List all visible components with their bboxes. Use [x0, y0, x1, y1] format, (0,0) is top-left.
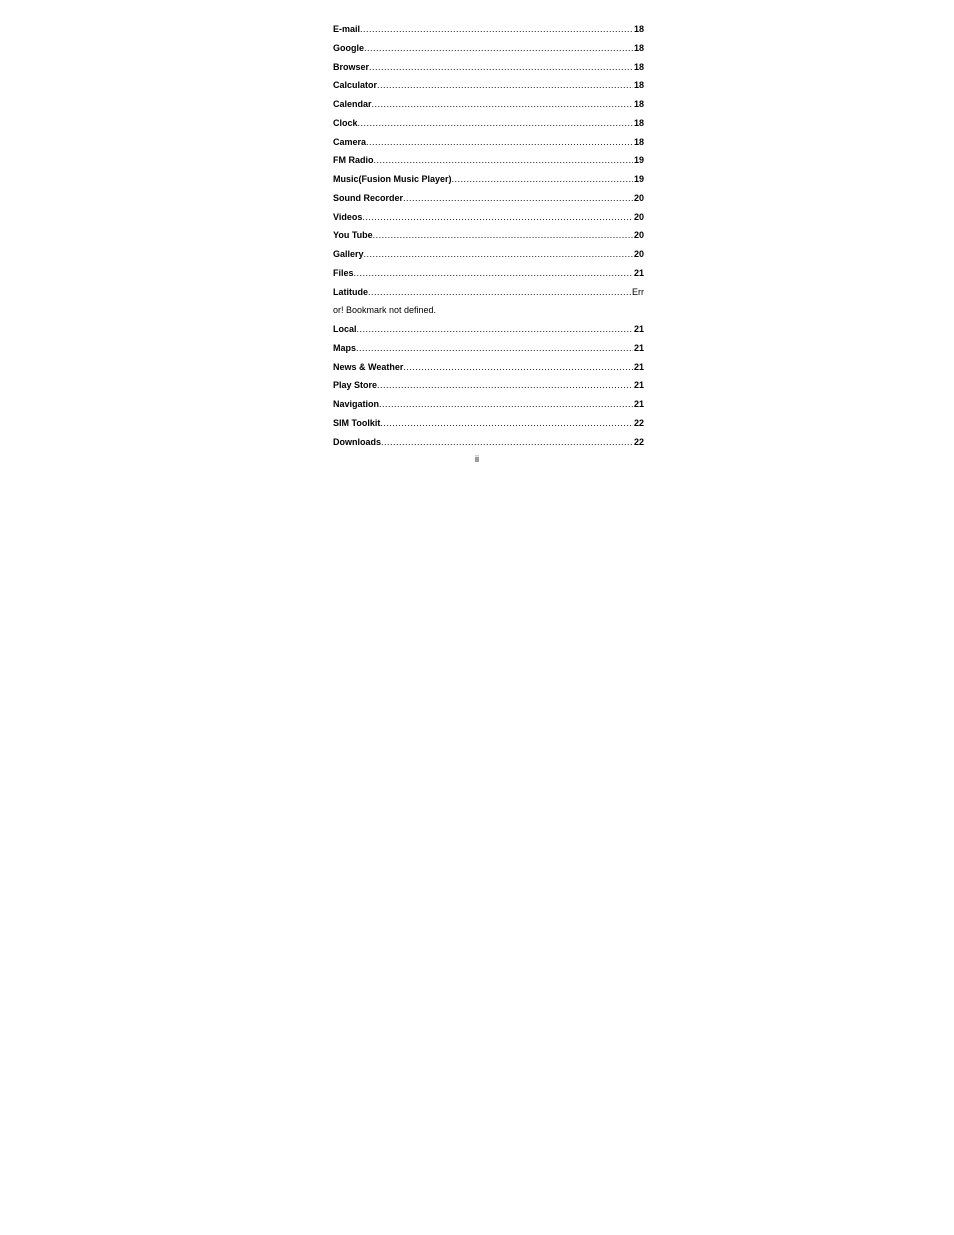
toc-dot-leader [368, 283, 631, 302]
toc-dot-leader [403, 358, 633, 377]
toc-entry-title: Files [333, 267, 354, 278]
toc-entry-title: Calculator [333, 80, 378, 91]
toc-entry-title: Downloads [333, 436, 382, 447]
toc-entry-page: 19 [633, 155, 644, 166]
toc-entry-title: Browser [333, 61, 370, 72]
toc-entry-sound-recorder[interactable] [333, 189, 644, 208]
toc-entry-title: Music(Fusion Music Player) [333, 174, 452, 184]
toc-entry-videos[interactable] [333, 208, 644, 227]
toc-entry-news-weather[interactable] [333, 358, 644, 377]
toc-entry-title: News & Weather [333, 361, 404, 372]
toc-dot-leader [358, 114, 633, 133]
toc-dot-leader [354, 264, 633, 283]
bookmark-error-text: or! Bookmark not defined. [333, 305, 437, 316]
toc-dot-leader [380, 414, 633, 433]
toc-entry-page: 21 [633, 361, 644, 372]
toc-entry-files[interactable] [333, 264, 644, 283]
toc-entry-page: 20 [633, 211, 644, 222]
toc-entry-page: 18 [633, 42, 644, 53]
toc-entry-calculator[interactable] [333, 76, 644, 95]
toc-dot-leader [381, 433, 633, 452]
toc-entry-page: 18 [633, 136, 644, 147]
toc-entry-title: Videos [333, 211, 363, 222]
toc-entry-page: 18 [633, 61, 644, 72]
toc-entry-title: Local [333, 324, 357, 334]
toc-entry-you-tube[interactable] [333, 226, 644, 245]
toc-entry-page: 18 [633, 117, 644, 128]
toc-entry-page: 20 [633, 249, 644, 259]
toc-entry-title: Clock [333, 117, 358, 128]
toc-entry-page: 19 [633, 174, 644, 184]
toc-dot-leader [356, 339, 633, 358]
toc-entry-page: 18 [633, 99, 644, 109]
toc-entry-page: 18 [633, 80, 644, 91]
toc-dot-leader [373, 226, 633, 245]
toc-entry-page: 21 [633, 380, 644, 391]
toc-entry-title: Maps [333, 342, 357, 353]
toc-dot-leader [369, 58, 633, 77]
toc-entry-downloads[interactable] [333, 433, 644, 452]
toc-dot-leader [364, 245, 633, 264]
toc-entry-title: Gallery [333, 249, 364, 259]
toc-entry-google[interactable] [333, 39, 644, 58]
toc-entry-page: 20 [633, 230, 644, 241]
toc-entry-browser[interactable] [333, 58, 644, 77]
toc-dot-leader [372, 95, 633, 114]
toc-entry-title: Latitude [333, 286, 368, 297]
toc-entry-navigation[interactable] [333, 395, 644, 414]
toc-entry-latitude[interactable] [333, 283, 644, 302]
toc-dot-leader [374, 151, 633, 170]
table-of-contents [333, 20, 644, 451]
toc-entry-page: 21 [633, 324, 644, 334]
toc-entry-page: 22 [633, 436, 644, 447]
toc-dot-leader [452, 170, 633, 189]
toc-dot-leader [360, 20, 633, 39]
toc-entry-title: Camera [333, 136, 367, 147]
toc-entry-page: 22 [633, 417, 644, 428]
toc-entry-page: 18 [633, 24, 644, 34]
toc-dot-leader [364, 39, 633, 58]
toc-dot-leader [357, 320, 633, 339]
toc-entry-local[interactable] [333, 320, 644, 339]
toc-entry-fm-radio[interactable] [333, 151, 644, 170]
toc-entry-title: SIM Toolkit [333, 417, 381, 428]
toc-dot-leader [366, 133, 633, 152]
toc-entry-camera[interactable] [333, 133, 644, 152]
toc-entry-title: Sound Recorder [333, 192, 404, 203]
toc-entry-sim-toolkit[interactable] [333, 414, 644, 433]
toc-entry-email[interactable] [333, 20, 644, 39]
page-number: ii [475, 454, 479, 464]
toc-dot-leader [377, 76, 633, 95]
toc-entry-page: 21 [633, 399, 644, 409]
toc-entry-title: Play Store [333, 380, 378, 391]
toc-entry-page: 20 [633, 192, 644, 203]
toc-entry-title: You Tube [333, 230, 373, 241]
toc-entry-title: Calendar [333, 99, 372, 109]
toc-entry-title: Google [333, 42, 364, 53]
toc-entry-page: Err [632, 286, 644, 297]
toc-entry-title: E-mail [333, 24, 361, 34]
toc-entry-music[interactable] [333, 170, 644, 189]
toc-entry-page: 21 [633, 342, 644, 353]
toc-dot-leader [379, 395, 633, 414]
toc-entry-gallery[interactable] [333, 245, 644, 264]
toc-dot-leader [377, 376, 633, 395]
toc-entry-play-store[interactable] [333, 376, 644, 395]
toc-dot-leader [362, 208, 633, 227]
toc-entry-title: FM Radio [333, 155, 374, 166]
toc-entry-clock[interactable] [333, 114, 644, 133]
toc-entry-page: 21 [633, 267, 644, 278]
toc-entry-maps[interactable] [333, 339, 644, 358]
toc-dot-leader [403, 189, 633, 208]
toc-entry-title: Navigation [333, 399, 380, 409]
toc-entry-calendar[interactable] [333, 95, 644, 114]
